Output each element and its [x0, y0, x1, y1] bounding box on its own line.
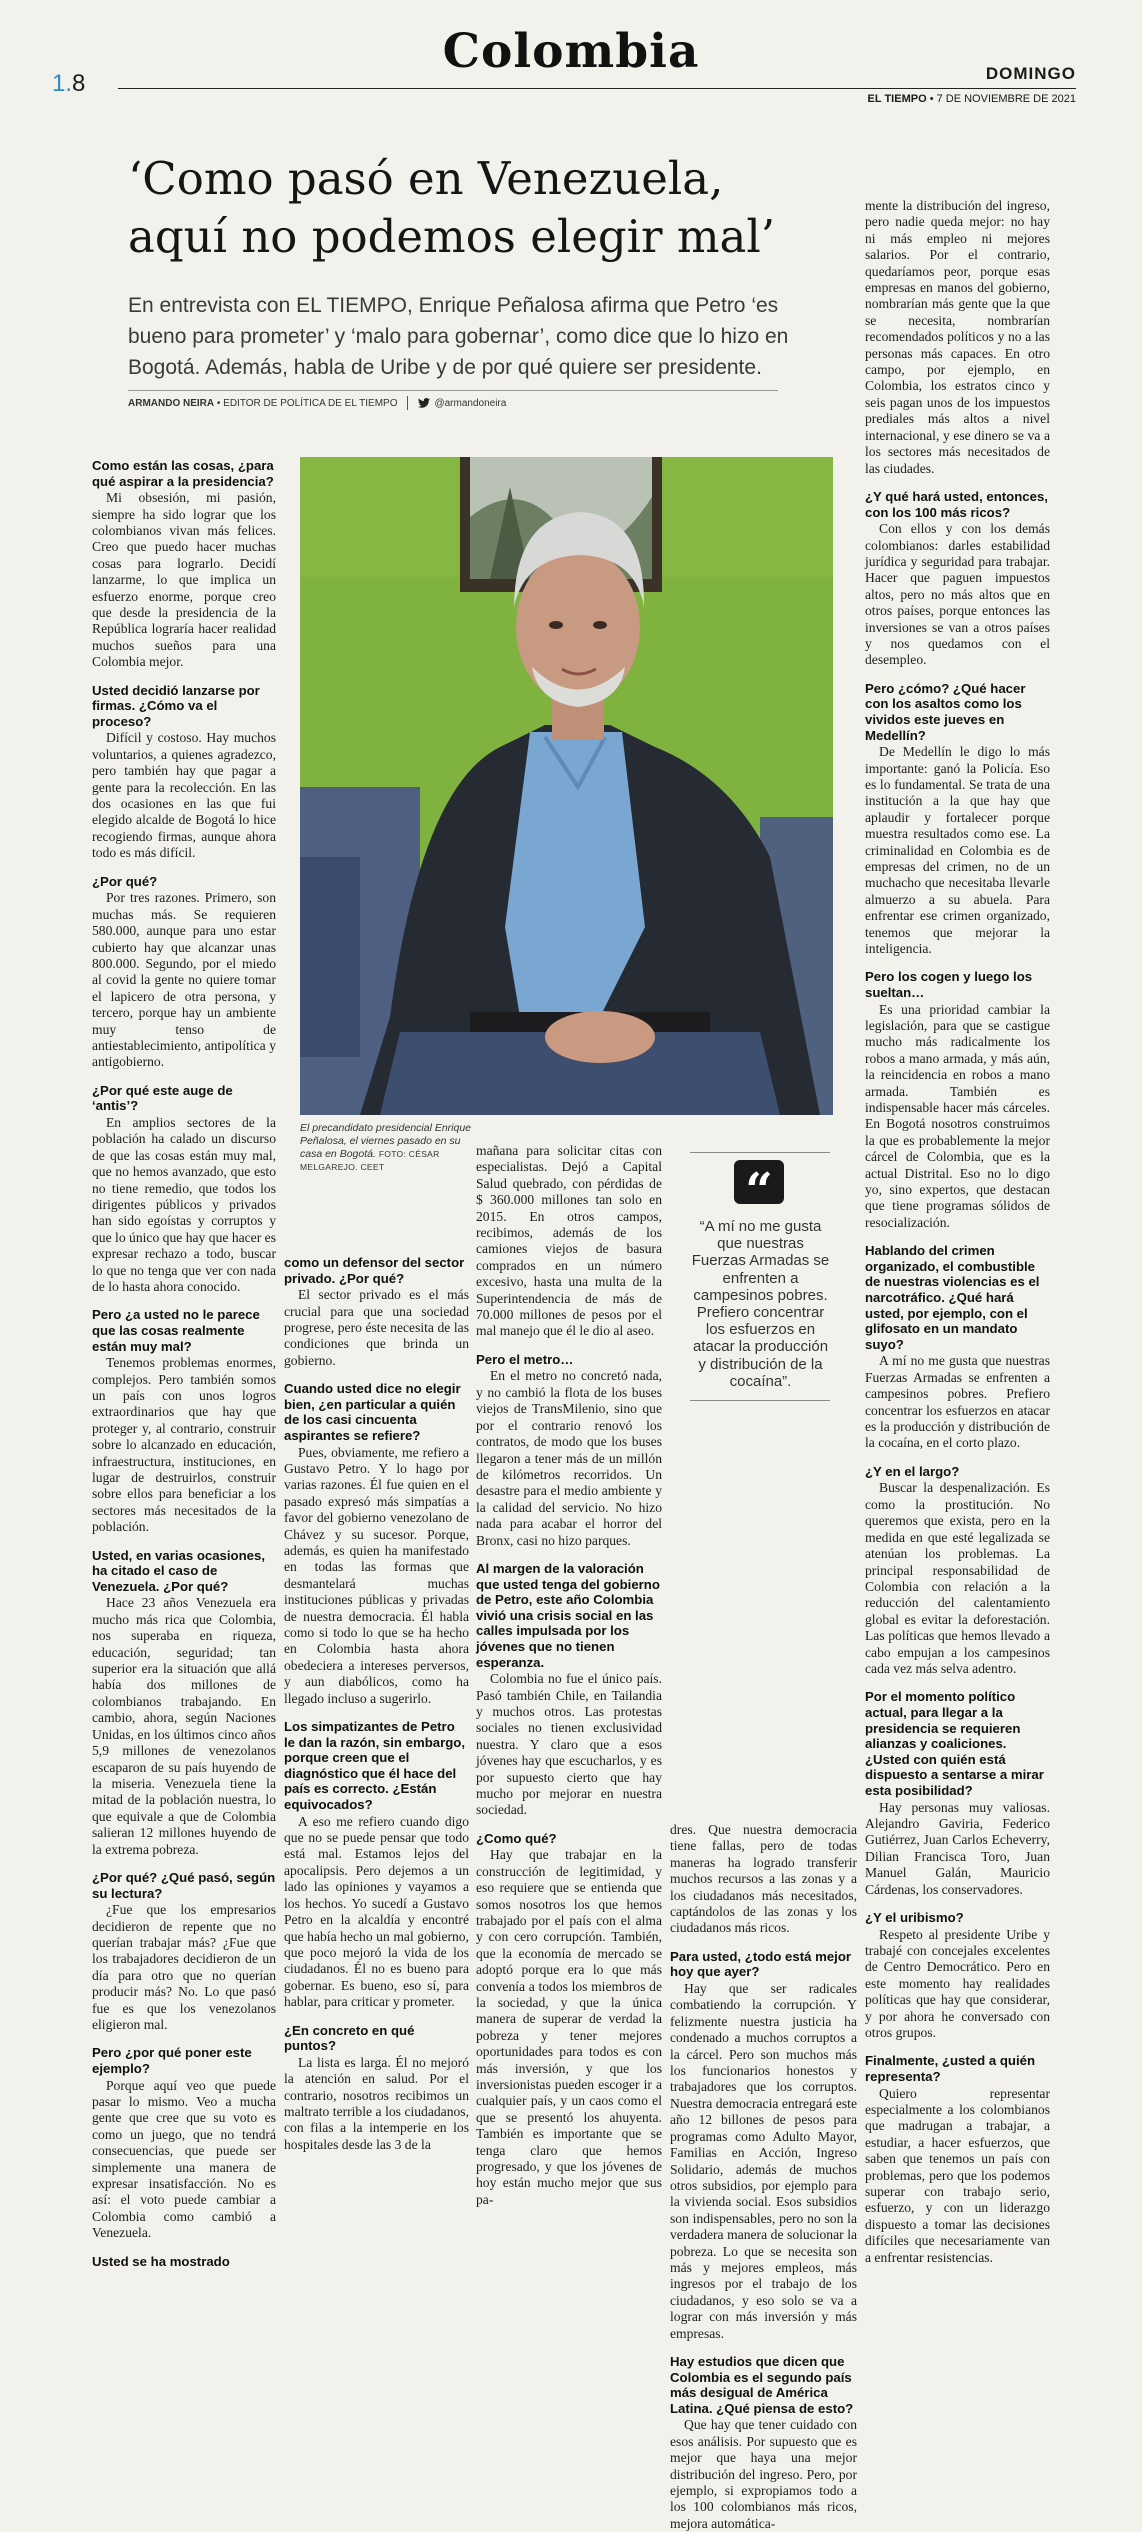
headline-line-1: ‘Como pasó en Venezuela, [128, 152, 724, 205]
answer-paragraph: Tenemos problemas enormes, complejos. Pero también somos un país con unos logros extraordinarios que hay que proteger y, al contrario, construir sobre lo alcanzado en educación, infraestructura, instituciones, en lugar de destruirlos, construir sobre ellos para beneficiar a los sectores más necesitados de la población. [92, 1355, 276, 1535]
interview-question: como un defensor del sector privado. ¿Por qué? [284, 1255, 465, 1286]
twitter-link[interactable] [418, 398, 506, 409]
answer-paragraph: De Medellín le digo lo más importante: ganó la Policía. Eso es lo fundamental. Se trata de una institución a la que hay que aplaudir y fortalecer porque muestra resultados como ese. La criminalidad en Colombia es de empresas del crimen, no de un muchacho que necesitaba llevarle almuerzo a su abuela. Para enfrentar ese crimen organizado, tenemos que mejorar la inteligencia. [865, 744, 1050, 956]
answer-paragraph-continued: dres. Que nuestra democracia tiene fallas, pero de todas maneras ha logrado transferir muchos recursos a las zonas y a los ciudadanos más necesitados, captándolos de las zonas y los ciudadanos más ricos. [670, 1822, 857, 1936]
interview-question: Para usted, ¿todo está mejor hoy que ayer? [670, 1948, 852, 1980]
answer-paragraph: Quiero representar especialmente a los colombianos que madrugan a trabajar, a estudiar, a hacer esfuerzos, que saben que tenemos un país con problemas, pero que los podemos superar con trabajo serio, esfuerzo, y con un liderazgo dispuesto a tomar las decisiones difíciles que necesariamente van a enfrentar resistencias. [865, 2085, 1050, 2265]
answer-paragraph: Colombia no fue el único país. Pasó también Chile, en Tailandia y muchos otros. Las protestas sociales no tienen exclusividad nuestra. Y claro que a esos jóvenes hay que escucharlos, y es por supuesto cierto que hay mucho por mejorar en nuestra sociedad. [476, 1671, 662, 1818]
interview-question: ¿Por qué? [92, 873, 158, 889]
answer-paragraph: El sector privado es el más crucial para que una sociedad progrese, pero éste necesita de las condiciones que brinda un gobierno. [284, 1287, 469, 1368]
answer-paragraph: Hay que trabajar en la construcción de legitimidad, y eso requiere que se entienda que somos nosotros los que hemos trabajado por el país con el alma y con cero corrupción. También, que la economía de mercado se adoptó porque era lo que más convenía a todos los miembros de la sociedad, y que la única manera de superar de verdad la pobreza y tener mejores oportunidades para todos es con más inversión, y que los inversionistas pueden escoger ir a cualquier país, y un caos como el que se presentó los ahuyenta. También es importante que se tenga claro que hemos progresado, y que los jóvenes de hoy están mucho mejor que sus pa- [476, 1847, 662, 2207]
photo-credit: FOTO: CÉSAR MELGAREJO. CEET [300, 1149, 440, 1172]
interview-question: Usted decidió lanzarse por firmas. ¿Cómo va el proceso? [92, 682, 260, 729]
interview-question: Pero el metro… [476, 1351, 574, 1367]
interview-question: Los simpatizantes de Petro le dan la razón, sin embargo, porque creen que el diagnóstico que él hace del país es correcto. ¿Están equivocados? [284, 1719, 466, 1813]
answer-paragraph: Hay que ser radicales combatiendo la corrupción. Y felizmente nuestra justicia ha condenado a muchos corruptos a la cárcel. Pero son muchos más los funcionarios honestos y trabajadores que los corruptos. Nuestra democracia entregará este año 12 billones de pesos para programas como Adulto Mayor, Familias en Acción, Ingreso Solidario, además de muchos otros subsidios, por ejemplo para la vivienda social. Esos subsidios son indispensables, pero no son la verdadera manera de solucionar la pobreza. Lo que se necesita son más y mejores empleos, más ingresos por el trabajo de los ciudadanos, y eso solo se va a lograr con más inversión y más empresas. [670, 1981, 857, 2341]
header-rule [118, 88, 1076, 89]
interview-question: Pero ¿cómo? ¿Qué hacer con los asaltos como los vividos este jueves en Medellín? [865, 680, 1026, 743]
interview-question: ¿Y en el largo? [865, 1463, 960, 1479]
answer-paragraph: La lista es larga. Él no mejoró la atención en salud. Por el contrario, nosotros recibimos un maltrato terrible a los ciudadanos, con filas a la intemperie en los hospitales desde las 3 de la [284, 2054, 469, 2152]
answer-paragraph-continued: mente la distribución del ingreso, pero nadie queda mejor: no hay ni más empleo ni mejores salarios. Por el contrario, quedaríamos peor, porque esas empresas en manos del gobierno, nombrarían más gente que la que se necesita, nombrarían recomendados políticos y no a las personas más capaces. En otro campo, por ejemplo, en Colombia, los estratos cinco y seis pagan unos de los impuestos prediales más altos a nivel internacional, y ese dinero se va a los sectores más necesitados de las ciudades. [865, 198, 1050, 476]
answer-paragraph: Difícil y costoso. Hay muchos voluntarios, a quienes agradezco, pero también hay que pagar a gente para la recolección. En las dos ocasiones en las que fui elegido alcalde de Bogotá lo hice recogiendo firmas, aunque ahora todo es más difícil. [92, 730, 276, 861]
interview-question: Como están las cosas, ¿para qué aspirar a la presidencia? [92, 458, 274, 489]
byline-role: • EDITOR DE POLÍTICA DE EL TIEMPO [214, 397, 398, 409]
interview-question: ¿Por qué? ¿Qué pasó, según su lectura? [92, 1869, 276, 1901]
dek: En entrevista con EL TIEMPO, Enrique Peñalosa afirma que Petro ‘es bueno para prometer’ y ‘malo para gobernar’, como dice que lo hizo en Bogotá. Además, habla de Uribe y de por qué quiere ser presidente. [128, 294, 789, 379]
column-4 [670, 1822, 857, 2532]
answer-paragraph: A eso me refiero cuando digo que no se puede pensar que todo está mal. Estamos lejos del apocalipsis. Pero dejemos a un lado las opiniones y vayamos a los hechos. Yo sucedí a Gustavo Petro en la alcaldía y encontré que había hecho un mal gobierno, que poco mejoró la vida de los ciudadanos. Él no es bueno para gobernar. Es bueno, eso sí, para hablar, para criticar y prometer. [284, 1813, 469, 2010]
pull-quote-rule-bottom [690, 1400, 830, 1401]
twitter-handle: @armandoneira [434, 397, 507, 409]
page-number-prefix: 1. [52, 70, 73, 97]
twitter-icon [418, 398, 430, 408]
interview-question: Hablando del crimen organizado, el combustible de nuestras violencias es el narcotráfico. ¿Qué hará usted, por ejemplo, con el glifosato en un mandato suyo? [865, 1243, 1040, 1352]
pull-quote-rule-top [690, 1152, 830, 1153]
interview-question: Finalmente, ¿usted a quién representa? [865, 2053, 1035, 2084]
interview-question: Cuando usted dice no elegir bien, ¿en particular a quién de los casi cincuenta aspirantes se refiere? [284, 1381, 461, 1443]
answer-paragraph-continued: mañana para solicitar citas con especialistas. Dejó a Capital Salud quebrado, con pérdidas de $ 360.000 millones tan solo en 2015. En otros campos, recibimos, además de los camiones viejos de basura comprados en un número excesivo, hasta una multa de la Superintendencia de más de 70.000 millones de pesos por el mal manejo que él le dio al aseo. [476, 1143, 662, 1339]
column-2 [284, 1255, 469, 2153]
interview-question: ¿En concreto en qué puntos? [284, 2022, 415, 2054]
headline-line-2: aquí no podemos elegir mal’ [128, 210, 776, 263]
column-3 [476, 1143, 662, 2208]
answer-paragraph: Porque aquí veo que puede pasar lo mismo. Veo a mucha gente que cree que su voto es como un juego, que no tendrá consecuencias, que puede ser simplemente una manera de expresar insatisfacción. No es así: el voto puede cambiar a Colombia como cambió a Venezuela. [92, 2077, 276, 2241]
answer-paragraph: Hace 23 años Venezuela era mucho más rica que Colombia, nos superaba en riqueza, educación, seguridad; tan superior era la situación que allá había dos millones de colombianos trabajando. En cambio, ahora, según Naciones Unidas, en los últimos cinco años 5,9 millones de venezolanos escaparon de su país huyendo de la miseria. Venezuela tiene la mitad de la población nuestra, lo que equivale a que de Colombia salieran 12 millones huyendo de la extrema pobreza. [92, 1595, 276, 1857]
quote-icon: “ [734, 1160, 784, 1204]
answer-paragraph: Por tres razones. Primero, son muchas más. Se requieren 580.000, aunque para uno estar cubierto hay que alcanzar unas 800.000. Segundo, por el miedo al covid la gente no quiere tomar el lapicero de otra persona, y tercero, porque hay un ambiente muy tenso de antiestablecimiento, antipolítica y antigobierno. [92, 890, 276, 1070]
photo-caption [300, 1122, 485, 1174]
answer-paragraph: Es una prioridad cambiar la legislación, para que se castigue mucho más radicalmente los robos a mano armada, y más aún, la reincidencia en robos a mano armada. También es indispensable hacer más cárceles. En Bogotá nosotros construimos la que es probablemente la mejor cárcel de Colombia, que es la actual Distrital. Eso no lo digo yo, sino expertos, que destacan que tiene programas sólidos de resocialización. [865, 1001, 1050, 1230]
byline-rule [128, 390, 778, 391]
answer-paragraph: ¿Fue que los empresarios decidieron de repente que no querían trabajar más? ¿Fue que los trabajadores decidieron de un día para otro que no querían producir más? No. Lo que pasó fue es que los venezolanos eligieron mal. [92, 1902, 276, 2032]
portrait-photo [300, 457, 833, 1115]
answer-paragraph: Que hay que tener cuidado con esos análisis. Por supuesto que es mejor que haya una mejor distribución del ingreso. Pero, por ejemplo, si expropiamos todo a los 100 colombianos más ricos, mejora automática- [670, 2417, 857, 2531]
section-title: Colombia [442, 24, 700, 79]
answer-paragraph: En amplios sectores de la población ha calado un discurso de que las cosas están muy mal, que no hemos avanzado, que esto no tiene remedio, que todos los dirigentes públicos y privados han sido egoístas y corruptos y que lo único que hay que hacer es expresar rechazo a todo, buscar lo que no tenga que ver con nada de lo hasta ahora conocido. [92, 1114, 276, 1294]
answer-paragraph: Respeto al presidente Uribe y trabajé con concejales excelentes de Centro Democrático. Pero en este momento hay realidades políticas que hay que considerar, y por ahora he conversado con otros grupos. [865, 1926, 1050, 2040]
interview-question: ¿Y el uribismo? [865, 1909, 964, 1925]
interview-question: Pero ¿por qué poner este ejemplo? [92, 2045, 252, 2076]
paper-name: EL TIEMPO [867, 93, 927, 105]
caption-text: El precandidato presidencial Enrique Peñalosa, el viernes pasado en su casa en Bogotá. [300, 1122, 472, 1160]
answer-paragraph: En el metro no concretó nada, y no cambió la flota de los buses viejos de TransMilenio, sino que por el contrario renovó los contratos, de modo que los buses llegaron a tener más de un millón de kilómetros recorridos. Un desastre para el medio ambiente y la calidad del servicio. No hizo nada para acabar el horror del Bronx, casi no hizo parques. [476, 1368, 662, 1548]
interview-question: Usted se ha mostrado [92, 2253, 230, 2269]
answer-paragraph: Buscar la despenalización. Es como la prostitución. No queremos que exista, pero en la medida en que esté legalizada se atenúan los problemas. La principal responsabilidad de Colombia con relación a la reducción del calentamiento global es evitar la deforestación. Las políticas que hemos llevado a cabo empujan a los campesinos cada vez más selva adentro. [865, 1480, 1050, 1676]
portrait-illustration [300, 457, 833, 1115]
answer-paragraph: Pues, obviamente, me refiero a Gustavo Petro. Y lo hago por varias razones. Él fue quien en el pasado expresó más simpatías a favor del gobierno venezolano de Chávez y su sucesor. Porque, además, es quien ha manifestado en todas las formas que desmantelará muchas instituciones públicas y privadas de nuestra democracia. Él habla como si todo lo que se ha hecho en Colombia hasta ahora obedeciera a intereses perversos, y aun diabólicos, como ha llegado incluso a sugerirlo. [284, 1444, 469, 1706]
interview-question: Pero ¿a usted no le parece que las cosas realmente están muy mal? [92, 1307, 260, 1354]
day-label: DOMINGO [985, 64, 1076, 83]
byline-separator [407, 396, 408, 410]
interview-question: Hay estudios que dicen que Colombia es el segundo país más desigual de América Latina. ¿Qué piensa de esto? [670, 2353, 854, 2416]
byline [128, 396, 506, 410]
answer-paragraph: Hay personas muy valiosas. Alejandro Gaviria, Federico Gutiérrez, Juan Carlos Echeverry, Dilian Francisca Toro, Juan Manuel Galán, Mauricio Cárdenas, los conservadores. [865, 1799, 1050, 1897]
answer-paragraph: A mí no me gusta que nuestras Fuerzas Armadas se enfrenten a campesinos pobres. Prefiero concentrar los esfuerzos en atacar es la producción y distribución de la cocaína, en el corto plazo. [865, 1353, 1050, 1451]
column-5 [865, 198, 1050, 2266]
interview-question: ¿Y qué hará usted, entonces, con los 100 más ricos? [865, 488, 1048, 520]
interview-question: ¿Como qué? [476, 1830, 557, 1846]
headline [128, 150, 828, 266]
dateline [868, 93, 1076, 105]
interview-question: Al margen de la valoración que usted tenga del gobierno de Petro, este año Colombia vivió una crisis social en las calles impulsada por los jóvenes que no tienen esperanza. [476, 1560, 660, 1670]
answer-paragraph: Con ellos y con los demás colombianos: darles estabilidad jurídica y seguridad para trabajar. Hacer que paguen impuestos altos, pero no más altos que en otros países, porque entonces las inversiones se van a otros países y nos quedamos con el desempleo. [865, 521, 1050, 668]
byline-author: ARMANDO NEIRA [128, 397, 215, 409]
answer-paragraph: Mi obsesión, mi pasión, siempre ha sido lograr que los colombianos vivan más felices. Creo que puedo hacer muchas cosas para lograrlo. Decidí lanzarme, lo que implica un esfuerzo enorme, porque creo que desde la presidencia de la República lograría hacer realidad muchos sueños para una Colombia mejor. [92, 490, 276, 670]
interview-question: Usted, en varias ocasiones, ha citado el caso de Venezuela. ¿Por qué? [92, 1547, 265, 1594]
interview-question: Por el momento político actual, para llegar a la presidencia se requieren alianzas y coaliciones. ¿Usted con quién está dispuesto a sentarse a mirar esta posibilidad? [865, 1689, 1044, 1798]
column-1 [92, 458, 276, 2269]
page-number-value: 8 [72, 70, 86, 97]
page-number [52, 70, 85, 98]
byline-author-block [128, 398, 397, 409]
issue-date: • 7 DE NOVIEMBRE DE 2021 [926, 93, 1076, 105]
interview-question: ¿Por qué este auge de ‘antis’? [92, 1082, 233, 1114]
pull-quote: “A mí no me gusta que nuestras Fuerzas Armadas se enfrenten a campesinos pobres. Prefiero concentrar los esfuerzos en atacar la producción y distribución de la cocaína”. [691, 1218, 830, 1390]
interview-question: Pero los cogen y luego los sueltan… [865, 969, 1033, 1000]
